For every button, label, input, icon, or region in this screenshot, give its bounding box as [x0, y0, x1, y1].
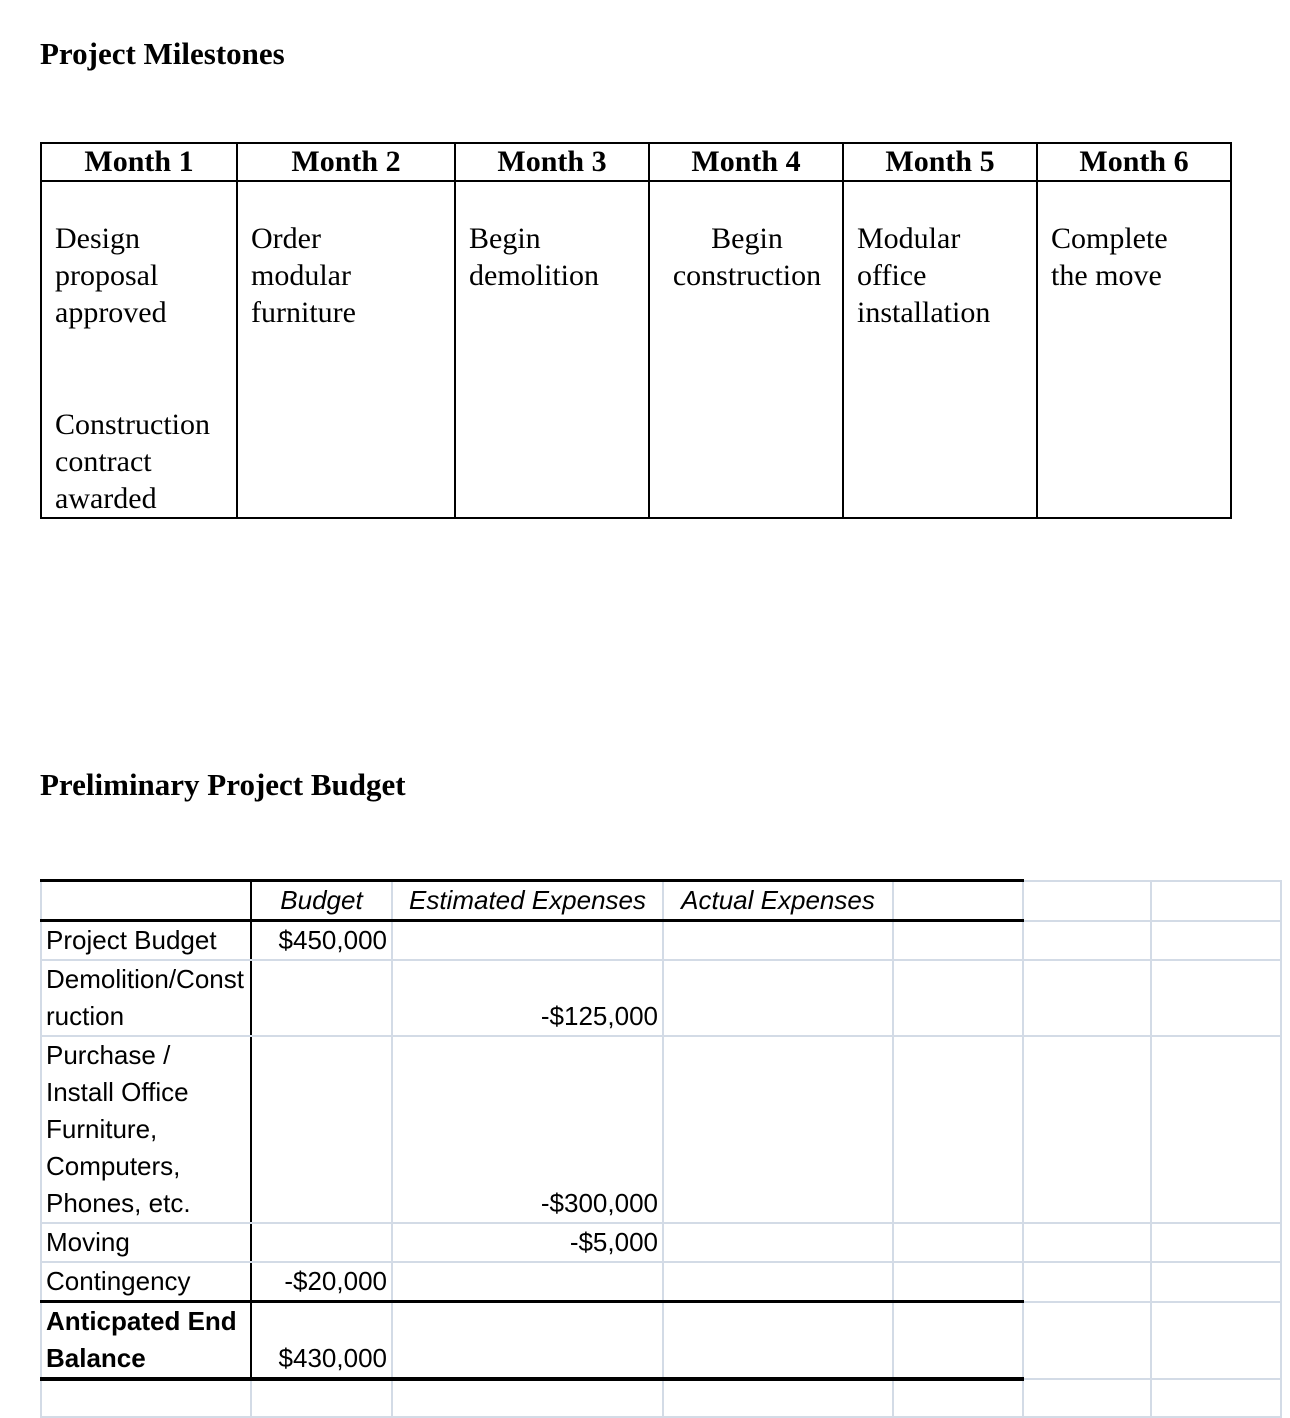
table-row — [41, 1036, 1281, 1223]
table-row — [41, 1302, 1281, 1380]
estimated-value: -$125,000 — [392, 960, 663, 1036]
row-label: Project Budget — [41, 921, 251, 961]
milestone-item: Design proposal approved — [55, 222, 167, 329]
milestones-table — [40, 142, 1232, 519]
row-label: Contingency — [41, 1262, 251, 1302]
month-4-header: Month 4 — [649, 143, 843, 181]
budget-value: $430,000 — [251, 1302, 392, 1380]
milestones-body-row — [41, 181, 1231, 518]
estimated-column-header: Estimated Expenses — [392, 881, 663, 921]
actual-column-header: Actual Expenses — [663, 881, 893, 921]
month-2-header: Month 2 — [237, 143, 455, 181]
milestone-item: Complete the move — [1051, 222, 1168, 292]
budget-value: -$20,000 — [251, 1262, 392, 1302]
table-row — [41, 1262, 1281, 1302]
row-label: Moving — [41, 1223, 251, 1262]
milestone-item: Begin construction — [672, 222, 822, 292]
budget-value: $450,000 — [251, 921, 392, 961]
milestone-item: Begin demolition — [469, 222, 599, 292]
month-3-cell — [455, 181, 649, 518]
month-1-header: Month 1 — [41, 143, 237, 181]
estimated-value: -$5,000 — [392, 1223, 663, 1262]
header-corner-cell — [41, 881, 251, 921]
milestone-item: Construction contract awarded — [55, 408, 210, 515]
milestones-title: Project Milestones — [40, 36, 285, 71]
row-label: Demolition/Construction — [41, 960, 251, 1036]
budget-grid — [40, 879, 1282, 1418]
month-1-cell — [41, 181, 237, 518]
table-row — [41, 921, 1281, 961]
table-row — [41, 1379, 1281, 1417]
month-6-cell — [1037, 181, 1231, 518]
table-row — [41, 960, 1281, 1036]
month-5-cell — [843, 181, 1037, 518]
budget-title: Preliminary Project Budget — [40, 767, 406, 802]
budget-header-row — [41, 881, 1281, 921]
month-5-header: Month 5 — [843, 143, 1037, 181]
month-3-header: Month 3 — [455, 143, 649, 181]
month-4-cell — [649, 181, 843, 518]
milestone-item: Order modular furniture — [251, 222, 356, 329]
month-6-header: Month 6 — [1037, 143, 1231, 181]
table-row — [41, 1223, 1281, 1262]
estimated-value: -$300,000 — [392, 1036, 663, 1223]
milestones-header-row — [41, 143, 1231, 181]
milestone-item: Modular office installation — [857, 222, 991, 329]
month-2-cell — [237, 181, 455, 518]
row-label: Purchase / Install Office Furniture, Computers, Phones, etc. — [41, 1036, 251, 1223]
budget-column-header: Budget — [251, 881, 392, 921]
row-label: Anticpated End Balance — [41, 1302, 251, 1380]
